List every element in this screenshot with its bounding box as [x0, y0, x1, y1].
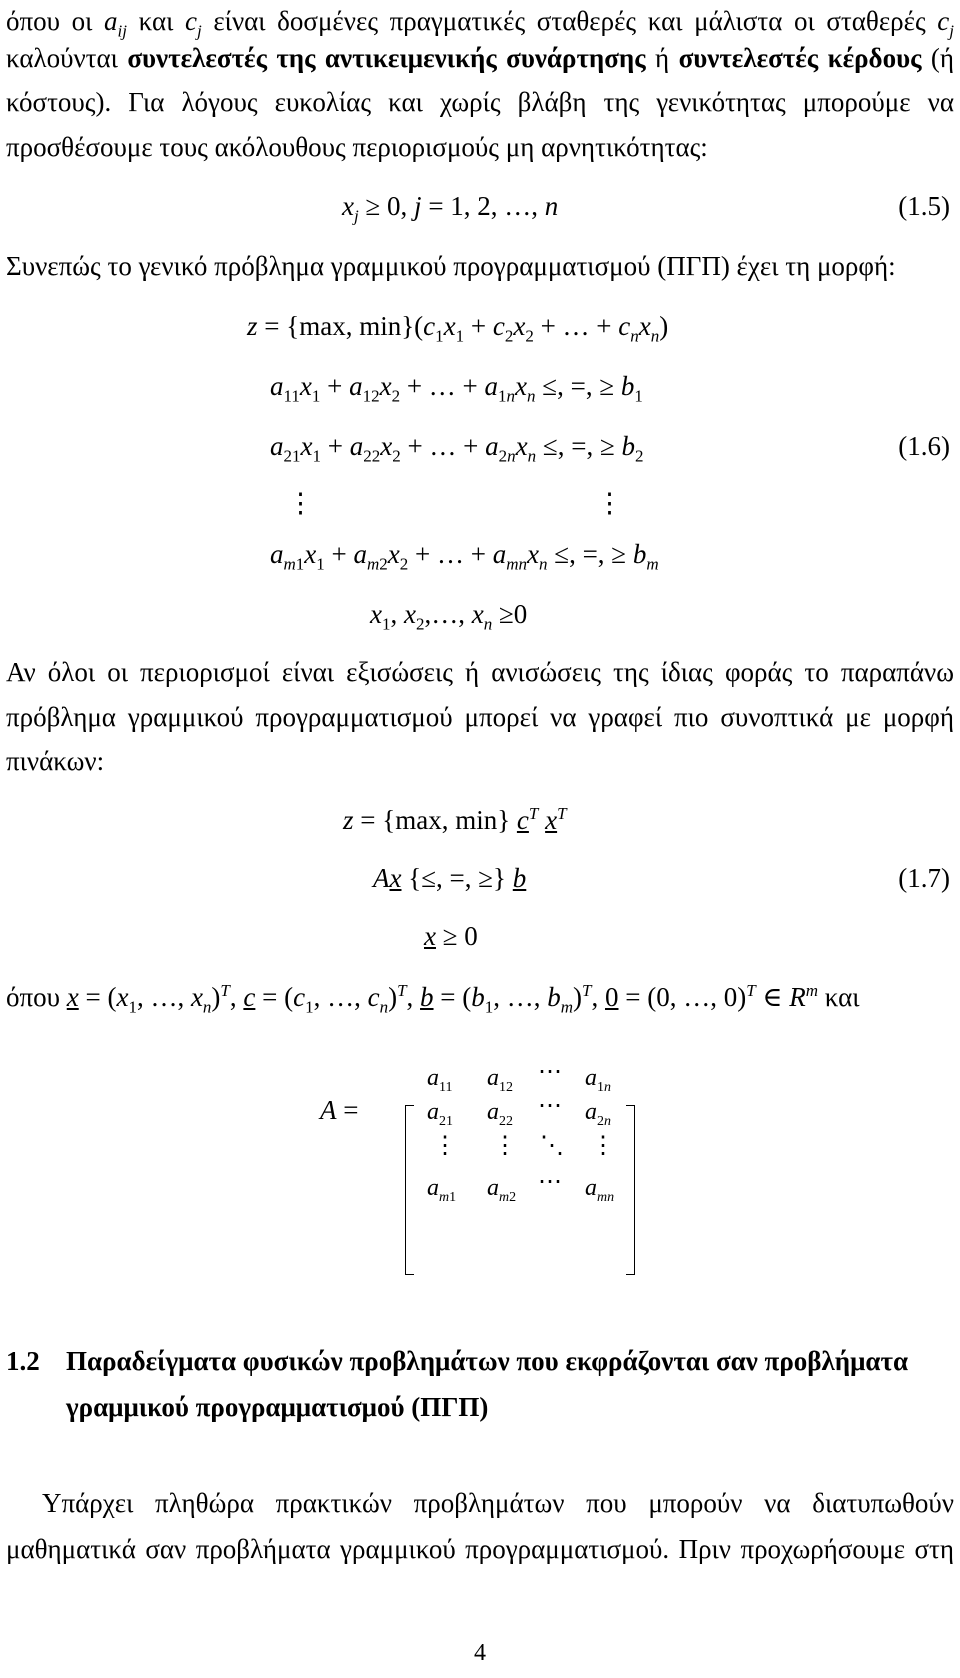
matrix-cell: ⋮	[433, 1133, 457, 1159]
matrix-cell: $a_{1n}$	[585, 1065, 611, 1095]
equation-number-1-5: (1.5)	[898, 191, 950, 221]
matrix-cell: ⋱	[540, 1133, 564, 1159]
vector-definitions: όπου $x = (x_1$, …, $x_n)^T$, $c = (c_1$, …, $c_n)^T$, $b = (b_1$, …, $b_m)^T$, 0 = (0, …, 0)$^T$ ∈ $R^m$ και	[6, 981, 860, 1017]
para1-line4: προσθέσουμε τους ακόλουθους περιορισμούς μη αρνητικότητας:	[6, 132, 708, 162]
matrix-cell: $a_{22}$	[487, 1099, 513, 1129]
para1-line3: κόστους). Για λόγους ευκολίας και χωρίς βλάβη της γενικότητας μπορούμε να	[6, 87, 954, 117]
matrix-cell: ⋯	[538, 1169, 562, 1195]
para3-line1: Αν όλοι οι περιορισμοί είναι εξισώσεις ή ανισώσεις της ίδιας φοράς το παραπάνω	[6, 657, 954, 687]
matrix-cell: $a_{mn}$	[585, 1175, 615, 1205]
matrix-cell: $a_{m1}$	[427, 1175, 457, 1205]
constraint-m: $a_{m1}x_1 + a_{m2}x_2$ + … + $a_{mn}x_n$ ≤, =, ≥ $b_m$	[270, 539, 659, 574]
para1-line2-post: (ή	[921, 43, 954, 73]
term-objective-coefficients: συντελεστές της αντικειμενικής συνάρτησης	[127, 43, 646, 73]
equation-number-1-6: (1.6)	[898, 431, 950, 461]
matrix-left-bracket	[405, 1105, 414, 1275]
matrix-cell: $a_{m2}$	[487, 1175, 517, 1205]
equation-1-5: $x_j \ge 0$, j = 1, 2, …, n	[342, 191, 559, 226]
matrix-constraint: Ax {≤, =, ≥} b	[373, 863, 527, 893]
matrix-cell: $a_{21}$	[427, 1099, 453, 1129]
objective-function: z = {max, $\min\}(c_1x_1 + c_2x_2$ + … + $c_nx_n$)	[247, 311, 669, 346]
para2: Συνεπώς το γενικό πρόβλημα γραμμικού προγραμματισμού (ΠΓΠ) έχει τη μορφή:	[6, 251, 896, 281]
page-number: 4	[474, 1640, 486, 1666]
matrix-cell: ⋮	[493, 1133, 517, 1159]
matrix-cell: $a_{11}$	[427, 1065, 453, 1095]
matrix-cell: ⋯	[538, 1059, 562, 1085]
matrix-cell: $a_{2n}$	[585, 1099, 611, 1129]
vertical-dots-left: ⋮	[287, 488, 314, 518]
matrix-nonnegativity: x ≥ 0	[424, 921, 478, 951]
matrix-right-bracket	[626, 1105, 635, 1275]
para4-line1: Υπάρχει πληθώρα πρακτικών προβλημάτων που μπορούν να διατυπωθούν	[42, 1488, 954, 1518]
matrix-objective: z = {max, min} $c^T$ $x^T$	[343, 804, 567, 835]
term-profit-coefficients: συντελεστές κέρδους	[678, 43, 922, 73]
para1-line2	[6, 41, 954, 75]
section-title-line2: γραμμικού προγραμματισμού (ΠΓΠ)	[66, 1392, 489, 1422]
section-number: 1.2	[6, 1346, 40, 1376]
matrix-cell: ⋯	[538, 1093, 562, 1119]
section-title-line1: Παραδείγματα φυσικών προβλημάτων που εκφράζονται σαν προβλήματα	[66, 1346, 909, 1376]
matrix-cell: $a_{12}$	[487, 1065, 513, 1095]
constraint-1: $a_{11}x_1 + a_{12}x_2$ + … + $a_{1n}x_n$ ≤, =, ≥ $b_1$	[270, 371, 643, 406]
vertical-dots-right: ⋮	[596, 488, 623, 518]
para1-line2-mid: ή	[645, 43, 679, 73]
matrix-cell: ⋮	[591, 1133, 615, 1159]
constraint-2: $a_{21}x_1 + a_{22}x_2$ + … + $a_{2n}x_n$ ≤, =, ≥ $b_2$	[270, 431, 644, 466]
para3-line3: πινάκων:	[6, 746, 105, 776]
para1-line1: όπου οι $a_{ij}$ και $c_j$ είναι δοσμένες πραγματικές σταθερές και μάλιστα οι σταθερές $c_j$	[6, 6, 955, 41]
matrix-a	[405, 1059, 635, 1275]
para4-line2: μαθηματικά σαν προβλήματα γραμμικού προγραμματισμού. Πριν προχωρήσουμε στη	[6, 1534, 954, 1564]
equation-number-1-7: (1.7)	[898, 863, 950, 893]
nonnegativity-constraint: $x_1$, $x_2,\dots$, $x_n \ge 0$	[370, 599, 528, 634]
para1-line2-pre: καλούνται	[6, 43, 128, 73]
matrix-label: A =	[320, 1095, 359, 1125]
para3-line2: πρόβλημα γραμμικού προγραμματισμού μπορεί να γραφεί πιο συνοπτικά με μορφή	[6, 702, 954, 732]
